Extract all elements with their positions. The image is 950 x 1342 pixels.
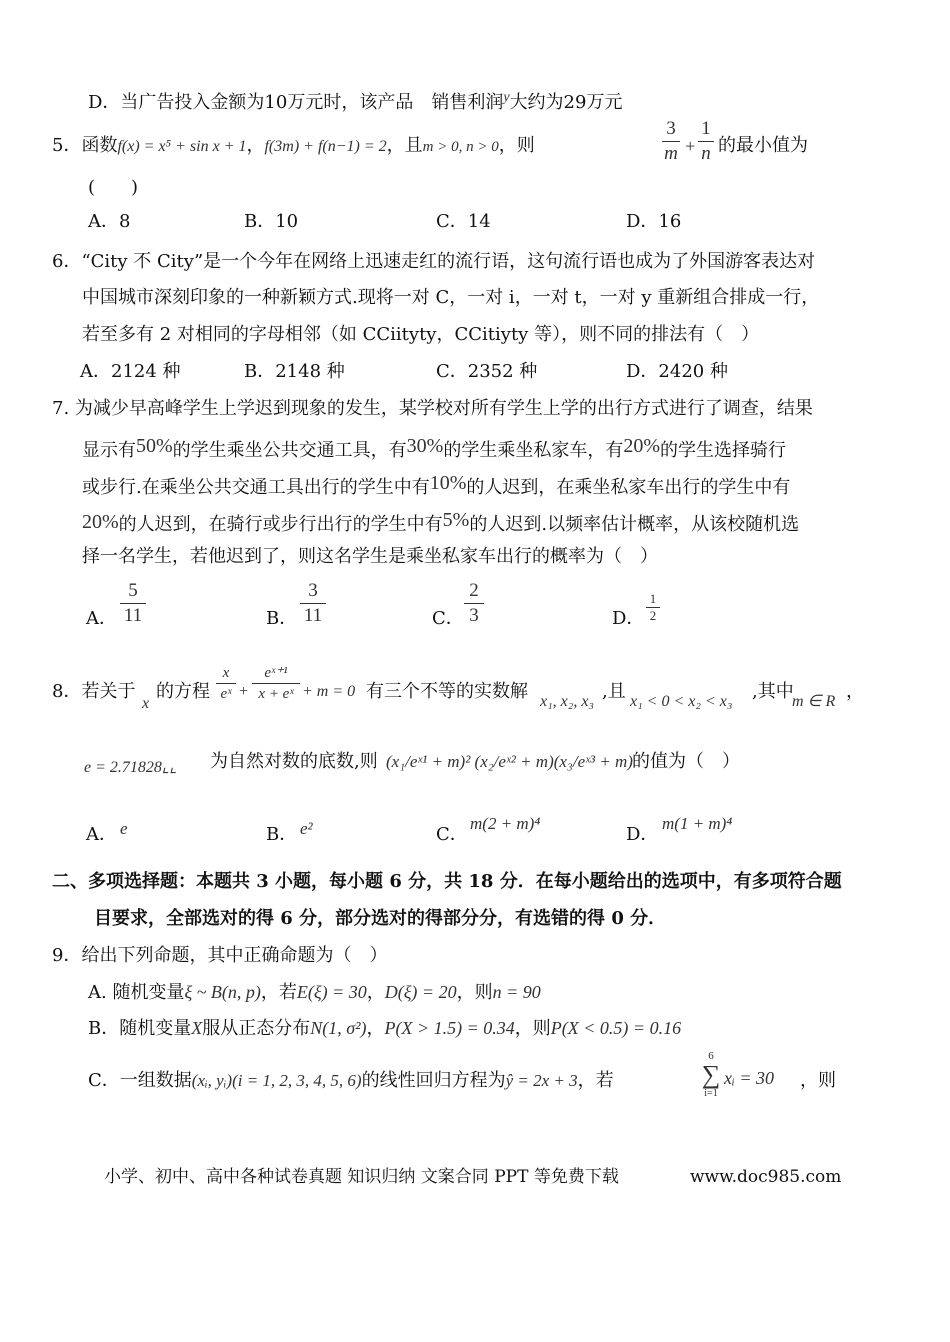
q6-option-d: D．2420 种 [626,361,728,382]
q7-option-a-label: A． [86,608,117,629]
q9-a-variance: D(ξ) = 20 [384,982,457,1002]
q7-line-3 [82,471,790,500]
q4-var-y: y [503,90,510,105]
q8-eq-plus: + [238,683,249,700]
q7-b-num: 3 [308,580,318,601]
q5-plus: + [684,136,697,156]
q7-line-4 [82,508,799,537]
q9-b-text: B．随机变量 [88,1018,192,1039]
q5-sep: ， [246,135,265,156]
q9-a-n: n = 90 [492,982,541,1002]
q5-condition: f(3m) + f(n−1) = 2 [264,138,387,155]
q8-var-x: x [142,695,150,712]
q8-option-c-label: C． [436,824,468,845]
q8-stem-e: ,其中 [752,681,794,702]
q8-stem-b: 的方程 [156,681,210,702]
q7-option-d-fraction [646,592,660,623]
q8-stem-f: 为自然对数的底数,则 [210,751,378,772]
q8-expression: (x₁/eˣ¹ + m)² (x₂/eˣ² + m)(x₃/eˣ³ + m) [386,752,633,771]
q8-option-c-math: m(2 + m)⁴ [470,814,541,833]
q9-c-regression: ŷ = 2x + 3 [505,1071,578,1090]
q9-c-sum-bottom: i=1 [704,1088,718,1099]
q9-b-prob-1: P(X > 1.5) = 0.34 [384,1018,515,1038]
q6-line-2: 中国城市深刻印象的一种新颖方式.现将一对 C，一对 i，一对 t，一对 y 重新组合排成一行， [82,287,820,308]
q4-option-d-text: D．当广告投入金额为10万元时，该产品 销售利润 [88,92,504,113]
q5-number: 5． [52,135,82,156]
q7-pct-5: 5% [442,509,470,531]
q9-a-binomial: ξ ~ B(n, p) [184,982,261,1002]
q7-text: 的学生乘坐公共交通工具，有 [172,440,407,461]
q7-d-den: 2 [649,608,657,623]
q9-a-expectation: E(ξ) = 30 [296,982,367,1002]
q5-frac1-den: m [664,143,678,164]
q9-option-b [88,1016,681,1041]
q8-eq-num2: eˣ⁺¹ [264,665,288,681]
q8-e-constant: e = 2.71828⌞⌞ [84,759,177,776]
q8-eq-tail: + m = 0 [302,683,356,700]
q8-eq-frac2 [252,664,300,703]
q9-c-text: 的线性回归方程为 [361,1070,506,1091]
q7-option-a-fraction [120,580,146,627]
q9-c-text: C．一组数据 [88,1070,192,1091]
q9-b-text: ，则 [514,1018,551,1039]
q5-stem [52,134,535,159]
q9-a-text: A. 随机变量 [88,982,185,1003]
q9-option-a [88,980,541,1005]
q7-line-1: 7. 为减少早高峰学生上学迟到现象的发生，某学校对所有学生上学的出行方式进行了调查，结果 [52,398,813,419]
q8-roots: x₁, x₂, x₃ [540,693,594,710]
q8-option-a-label: A． [86,824,117,845]
q9-a-text: ，若 [260,982,297,1003]
q5-fraction-1-over-n [698,118,714,165]
section-2-heading-line-2: 目要求，全部选对的得 6 分，部分选对的得部分分，有选错的得 0 分． [94,908,667,929]
q7-pct-20: 20% [623,435,661,457]
q4-option-d-tail: 大约为29万元 [509,92,623,113]
q7-text: 显示有 [82,440,136,461]
q7-pct-10: 10% [429,472,467,494]
q9-b-prob-2: P(X < 0.5) = 0.16 [550,1018,682,1038]
q7-a-num: 5 [128,580,138,601]
q6-option-a: A．2124 种 [80,361,181,382]
q8-stem-c: 有三个不等的实数解 [366,681,528,702]
q5-frac2-den: n [701,143,711,164]
footer-url[interactable]: www.doc985.com [690,1167,842,1187]
q5-frac2-num: 1 [701,118,711,139]
q8-eq-den1: eˣ [220,686,232,702]
q8-option-d-math: m(1 + m)⁴ [662,814,733,833]
q7-d-num: 1 [649,591,657,606]
footer-text: 小学、初中、高中各种试卷真题 知识归纳 文案合同 PPT 等免费下载 [104,1167,619,1187]
q8-stem-a: 8．若关于 [52,681,136,702]
q9-c-data: (xᵢ, yᵢ)(i = 1, 2, 3, 4, 5, 6) [191,1071,362,1090]
q7-a-den: 11 [123,605,143,626]
q8-comma: ， [846,681,864,702]
q7-option-d-label: D． [612,608,645,629]
q7-option-b-fraction [300,580,326,627]
q5-option-c: C．14 [436,211,491,232]
q9-b-text: ， [366,1018,385,1039]
q5-fraction-3-over-m [662,118,680,165]
q9-option-c [88,1069,614,1093]
q5-answer-paren: ( ) [88,177,139,198]
q5-then: ，则 [498,135,535,156]
q5-frac1-num: 3 [666,118,676,139]
q7-pct-30: 30% [406,435,444,457]
q7-option-c-fraction [464,580,484,627]
q8-stem-g: 的值为（ ） [632,751,740,772]
q7-pct-20b: 20% [82,511,119,533]
q9-c-then: ，则 [800,1070,836,1091]
q7-text: 或步行.在乘坐公共交通工具出行的学生中有 [82,477,430,498]
q6-option-c: C．2352 种 [436,361,538,382]
q7-line-2 [82,434,786,463]
q8-eq-den2: x + eˣ [258,686,294,702]
q7-text: 的人迟到，在乘坐私家车出行的学生中有 [466,477,791,498]
q7-text: 的人迟到.以频率估计概率，从该校随机选 [469,514,800,535]
q9-a-text: ， [366,982,385,1003]
q7-text: 的学生选择骑行 [660,440,787,461]
q7-option-b-label: B． [266,608,298,629]
q7-text: 的人迟到，在骑行或步行出行的学生中有 [118,514,443,535]
q7-pct-50: 50% [136,435,173,457]
q8-stem-d: ,且 [602,681,626,702]
q9-stem: 9．给出下列命题，其中正确命题为（ ） [52,945,388,966]
q8-order: x₁ < 0 < x₂ < x₃ [630,693,733,710]
q5-mid: ，且 [386,135,423,156]
q7-option-c-label: C． [432,608,464,629]
q9-c-summation [700,1050,722,1100]
q5-tail: 的最小值为 [718,135,808,156]
q9-c-text: ，若 [577,1070,614,1091]
q7-text: 的学生乘坐私家车，有 [443,440,624,461]
q5-function: f(x) = x⁵ + sin x + 1 [117,138,247,155]
q5-options [88,210,888,234]
q9-b-text: 服从正态分布 [202,1018,311,1039]
q7-c-num: 2 [469,580,479,601]
q8-eq-frac1 [216,664,236,703]
q6-option-b: B．2148 种 [244,361,345,382]
q9-c-sum-value: xᵢ = 30 [724,1068,774,1088]
q8-option-b-math: e² [300,819,313,838]
q9-b-x: X [191,1018,203,1038]
q8-m-in-r: m ∈ R [792,693,836,710]
q6-line-3: 若至多有 2 对相同的字母相邻（如 CCiityty，CCitiyty 等），则不同的排法有（ ） [82,324,760,345]
q5-option-a: A．8 [88,211,131,232]
q5-option-b: B．10 [244,211,299,232]
q6-options [80,360,880,384]
q7-line-5: 择一名学生，若他迟到了，则这名学生是乘坐私家车出行的概率为（ ） [82,546,658,567]
q5-option-d: D．16 [626,211,682,232]
q9-c-sum-top: 6 [708,1050,714,1062]
q9-a-text: ，则 [456,982,493,1003]
q6-line-1: 6．“City 不 City”是一个今年在网络上迅速走红的流行语，这句流行语也成为了外国游客表达对 [52,251,816,272]
q8-eq-num1: x [222,665,230,681]
q9-b-normal: N(1, σ²) [310,1018,367,1038]
q5-positivity: m > 0, n > 0 [422,139,499,155]
section-2-heading-line-1: 二、多项选择题：本题共 3 小题，每小题 6 分，共 18 分．在每小题给出的选项中，有多项符合题 [52,871,842,892]
q8-option-a-math: e [120,819,128,838]
q9-c-sum-sign: ∑ [701,1060,721,1089]
q5-prefix: 函数 [81,135,118,156]
q8-option-d-label: D． [626,824,659,845]
q8-option-b-label: B． [266,824,298,845]
q4-option-d [88,86,622,115]
q7-c-den: 3 [469,605,479,626]
q7-b-den: 11 [303,605,323,626]
